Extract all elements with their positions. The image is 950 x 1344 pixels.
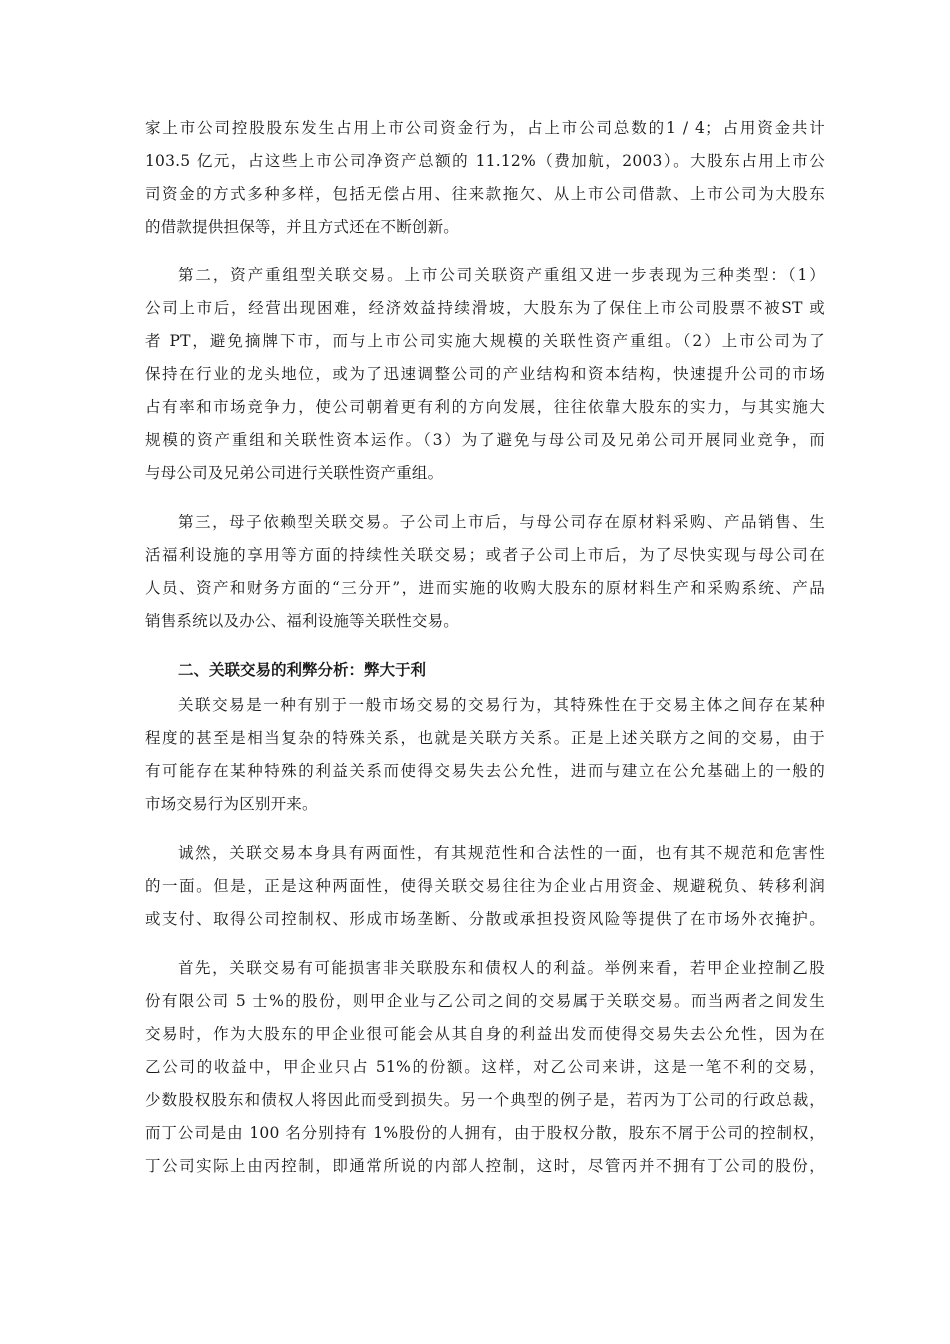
section-heading: 二、关联交易的利弊分析：弊大于利 xyxy=(178,661,427,679)
text-line: 者 PT，避免摘牌下市，而与上市公司实施大规模的关联性资产重组。（2）上市公司为了 xyxy=(145,332,825,350)
text-line: 的一面。但是，正是这种两面性，使得关联交易往往为企业占用资金、规避税负、转移利润 xyxy=(145,877,825,895)
text-line: 市场交易行为区别开来。 xyxy=(145,795,318,813)
text-line: 丁公司实际上由丙控制，即通常所说的内部人控制，这时，尽管丙并不拥有丁公司的股份， xyxy=(145,1157,825,1175)
text-line: 关联交易是一种有别于一般市场交易的交易行为，其特殊性在于交易主体之间存在某种 xyxy=(178,696,825,714)
text-line: 交易时，作为大股东的甲企业很可能会从其自身的利益出发而使得交易失去公允性，因为在 xyxy=(145,1025,825,1043)
text-line: 而丁公司是由 100 名分别持有 1%股份的人拥有，由于股权分散，股东不屑于公司的控制权， xyxy=(145,1124,825,1142)
text-line: 与母公司及兄弟公司进行关联性资产重组。 xyxy=(145,464,444,482)
text-line: 活福利设施的享用等方面的持续性关联交易；或者子公司上市后，为了尽快实现与母公司在 xyxy=(145,546,825,564)
text-line: 第二，资产重组型关联交易。上市公司关联资产重组又进一步表现为三种类型：（1） xyxy=(178,266,825,284)
text-line: 销售系统以及办公、福利设施等关联性交易。 xyxy=(145,612,460,630)
text-line: 程度的甚至是相当复杂的特殊关系，也就是关联方关系。正是上述关联方之间的交易，由于 xyxy=(145,729,825,747)
text-line: 规模的资产重组和关联性资本运作。（3）为了避免与母公司及兄弟公司开展同业竞争，而 xyxy=(145,431,825,449)
text-line: 首先，关联交易有可能损害非关联股东和债权人的利益。举例来看，若甲企业控制乙股 xyxy=(178,959,825,977)
text-line: 家上市公司控股股东发生占用上市公司资金行为，占上市公司总数的1 / 4；占用资金共计 xyxy=(145,119,825,137)
text-line: 人员、资产和财务方面的“三分开”，进而实施的收购大股东的原材料生产和采购系统、产品 xyxy=(145,579,825,597)
text-line: 或支付、取得公司控制权、形成市场垄断、分散或承担投资风险等提供了在市场外衣掩护。 xyxy=(145,910,825,928)
text-line: 司资金的方式多种多样，包括无偿占用、往来款拖欠、从上市公司借款、上市公司为大股东 xyxy=(145,185,825,203)
text-line: 份有限公司 5 士%的股份，则甲企业与乙公司之间的交易属于关联交易。而当两者之间发生 xyxy=(145,992,825,1010)
text-line: 103.5 亿元，占这些上市公司净资产总额的 11.12%（费加航，2003）。大股东占用上市公 xyxy=(145,152,825,170)
text-line: 的借款提供担保等，并且方式还在不断创新。 xyxy=(145,218,460,236)
text-line: 有可能存在某种特殊的利益关系而使得交易失去公允性，进而与建立在公允基础上的一般的 xyxy=(145,762,825,780)
text-line: 第三，母子依赖型关联交易。子公司上市后，与母公司存在原材料采购、产品销售、生 xyxy=(178,513,825,531)
text-line: 乙公司的收益中，甲企业只占 51%的份额。这样，对乙公司来讲，这是一笔不利的交易， xyxy=(145,1058,825,1076)
text-line: 公司上市后，经营出现困难，经济效益持续滑坡，大股东为了保住上市公司股票不被ST 或 xyxy=(145,299,825,317)
text-line: 占有率和市场竞争力，使公司朝着更有利的方向发展，往往依靠大股东的实力，与其实施大 xyxy=(145,398,825,416)
text-line: 诚然，关联交易本身具有两面性，有其规范性和合法性的一面，也有其不规范和危害性 xyxy=(178,844,825,862)
text-line: 少数股权股东和债权人将因此而受到损失。另一个典型的例子是，若丙为丁公司的行政总裁， xyxy=(145,1091,825,1109)
text-line: 保持在行业的龙头地位，或为了迅速调整公司的产业结构和资本结构，快速提升公司的市场 xyxy=(145,365,825,383)
